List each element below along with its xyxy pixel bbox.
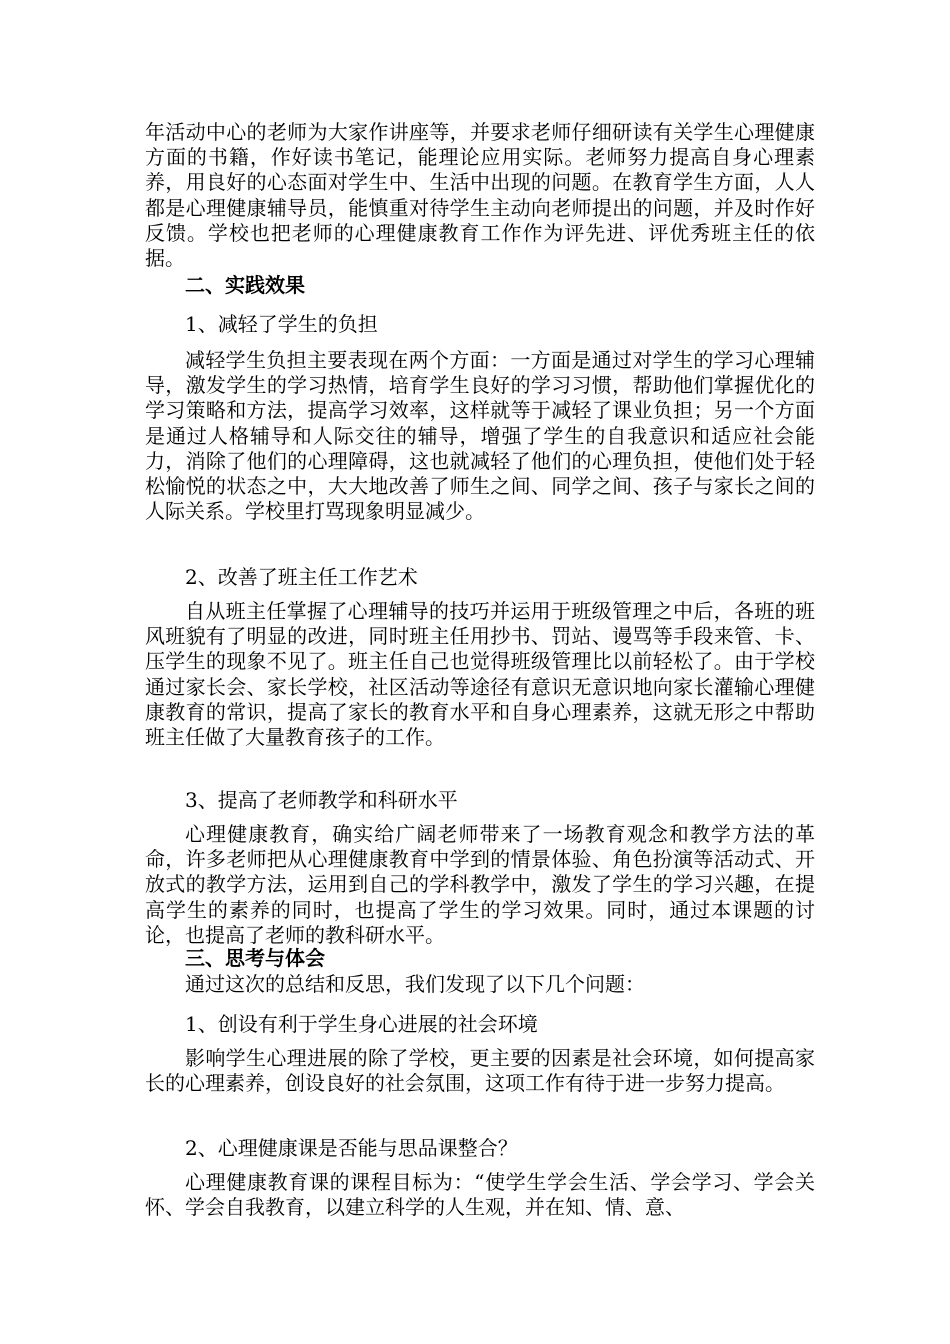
question-social-environment: 1、创设有利于学生身心进展的社会环境	[185, 1012, 538, 1036]
paragraph-teaching-research: 心理健康教育，确实给广阔老师带来了一场教育观念和教学方法的革命，许多老师把从心理健康教育中学到的情景体验、角色扮演等活动式、开放式的教学方法，运用到自己的学科教学中，激发了学生的学习兴趣，在提高学生的素养的同时，也提高了学生的学习效果。同时，通过本课题的讨论，也提高了老师的教科研水平。	[145, 822, 815, 947]
subheading-teaching-research: 3、提高了老师教学和科研水平	[185, 788, 458, 812]
subheading-class-teacher-art: 2、改善了班主任工作艺术	[185, 565, 418, 589]
paragraph-curriculum-goals: 心理健康教育课的课程目标为：“使学生学会生活、学会学习、学会关怀、学会自我教育，以建立科学的人生观，并在知、情、意、	[145, 1170, 815, 1220]
paragraph-social-environment: 影响学生心理进展的除了学校，更主要的因素是社会环境，如何提高家长的心理素养，创设良好的社会氛围，这项工作有待于进一步努力提高。	[145, 1046, 815, 1096]
intro-paragraph: 年活动中心的老师为大家作讲座等，并要求老师仔细研读有关学生心理健康方面的书籍，作好读书笔记，能理论应用实际。老师努力提高自身心理素养，用良好的心态面对学生中、生活中出现的问题。在教育学生方面，人人都是心理健康辅导员，能慎重对待学生主动向老师提出的问题，并及时作好反馈。学校也把老师的心理健康教育工作作为评先进、评优秀班主任的依据。	[145, 120, 815, 271]
section-heading-reflection: 三、思考与体会	[185, 946, 325, 970]
question-curriculum-integration: 2、心理健康课是否能与思品课整合？	[185, 1136, 518, 1160]
paragraph-reduce-burden: 减轻学生负担主要表现在两个方面：一方面是通过对学生的学习心理辅导，激发学生的学习热情，培育学生良好的学习习惯，帮助他们掌握优化的学习策略和方法，提高学习效率，这样就等于减轻了课业负担；另一个方面是通过人格辅导和人际交往的辅导，增强了学生的自我意识和适应社会能力，消除了他们的心理障碍，这也就减轻了他们的心理负担，使他们处于轻松愉悦的状态之中，大大地改善了师生之间、同学之间、孩子与家长之间的人际关系。学校里打骂现象明显减少。	[145, 348, 815, 524]
subheading-reduce-burden: 1、减轻了学生的负担	[185, 312, 378, 336]
reflection-intro-line: 通过这次的总结和反思，我们发现了以下几个问题：	[185, 972, 645, 996]
paragraph-class-teacher-art: 自从班主任掌握了心理辅导的技巧并运用于班级管理之中后，各班的班风班貌有了明显的改进，同时班主任用抄书、罚站、谩骂等手段来管、卡、压学生的现象不见了。班主任自己也觉得班级管理比以前轻松了。由于学校通过家长会、家长学校，社区活动等途径有意识无意识地向家长灌输心理健康教育的常识，提高了家长的教育水平和自身心理素养，这就无形之中帮助班主任做了大量教育孩子的工作。	[145, 599, 815, 750]
section-heading-practice-effects: 二、实践效果	[185, 273, 305, 297]
